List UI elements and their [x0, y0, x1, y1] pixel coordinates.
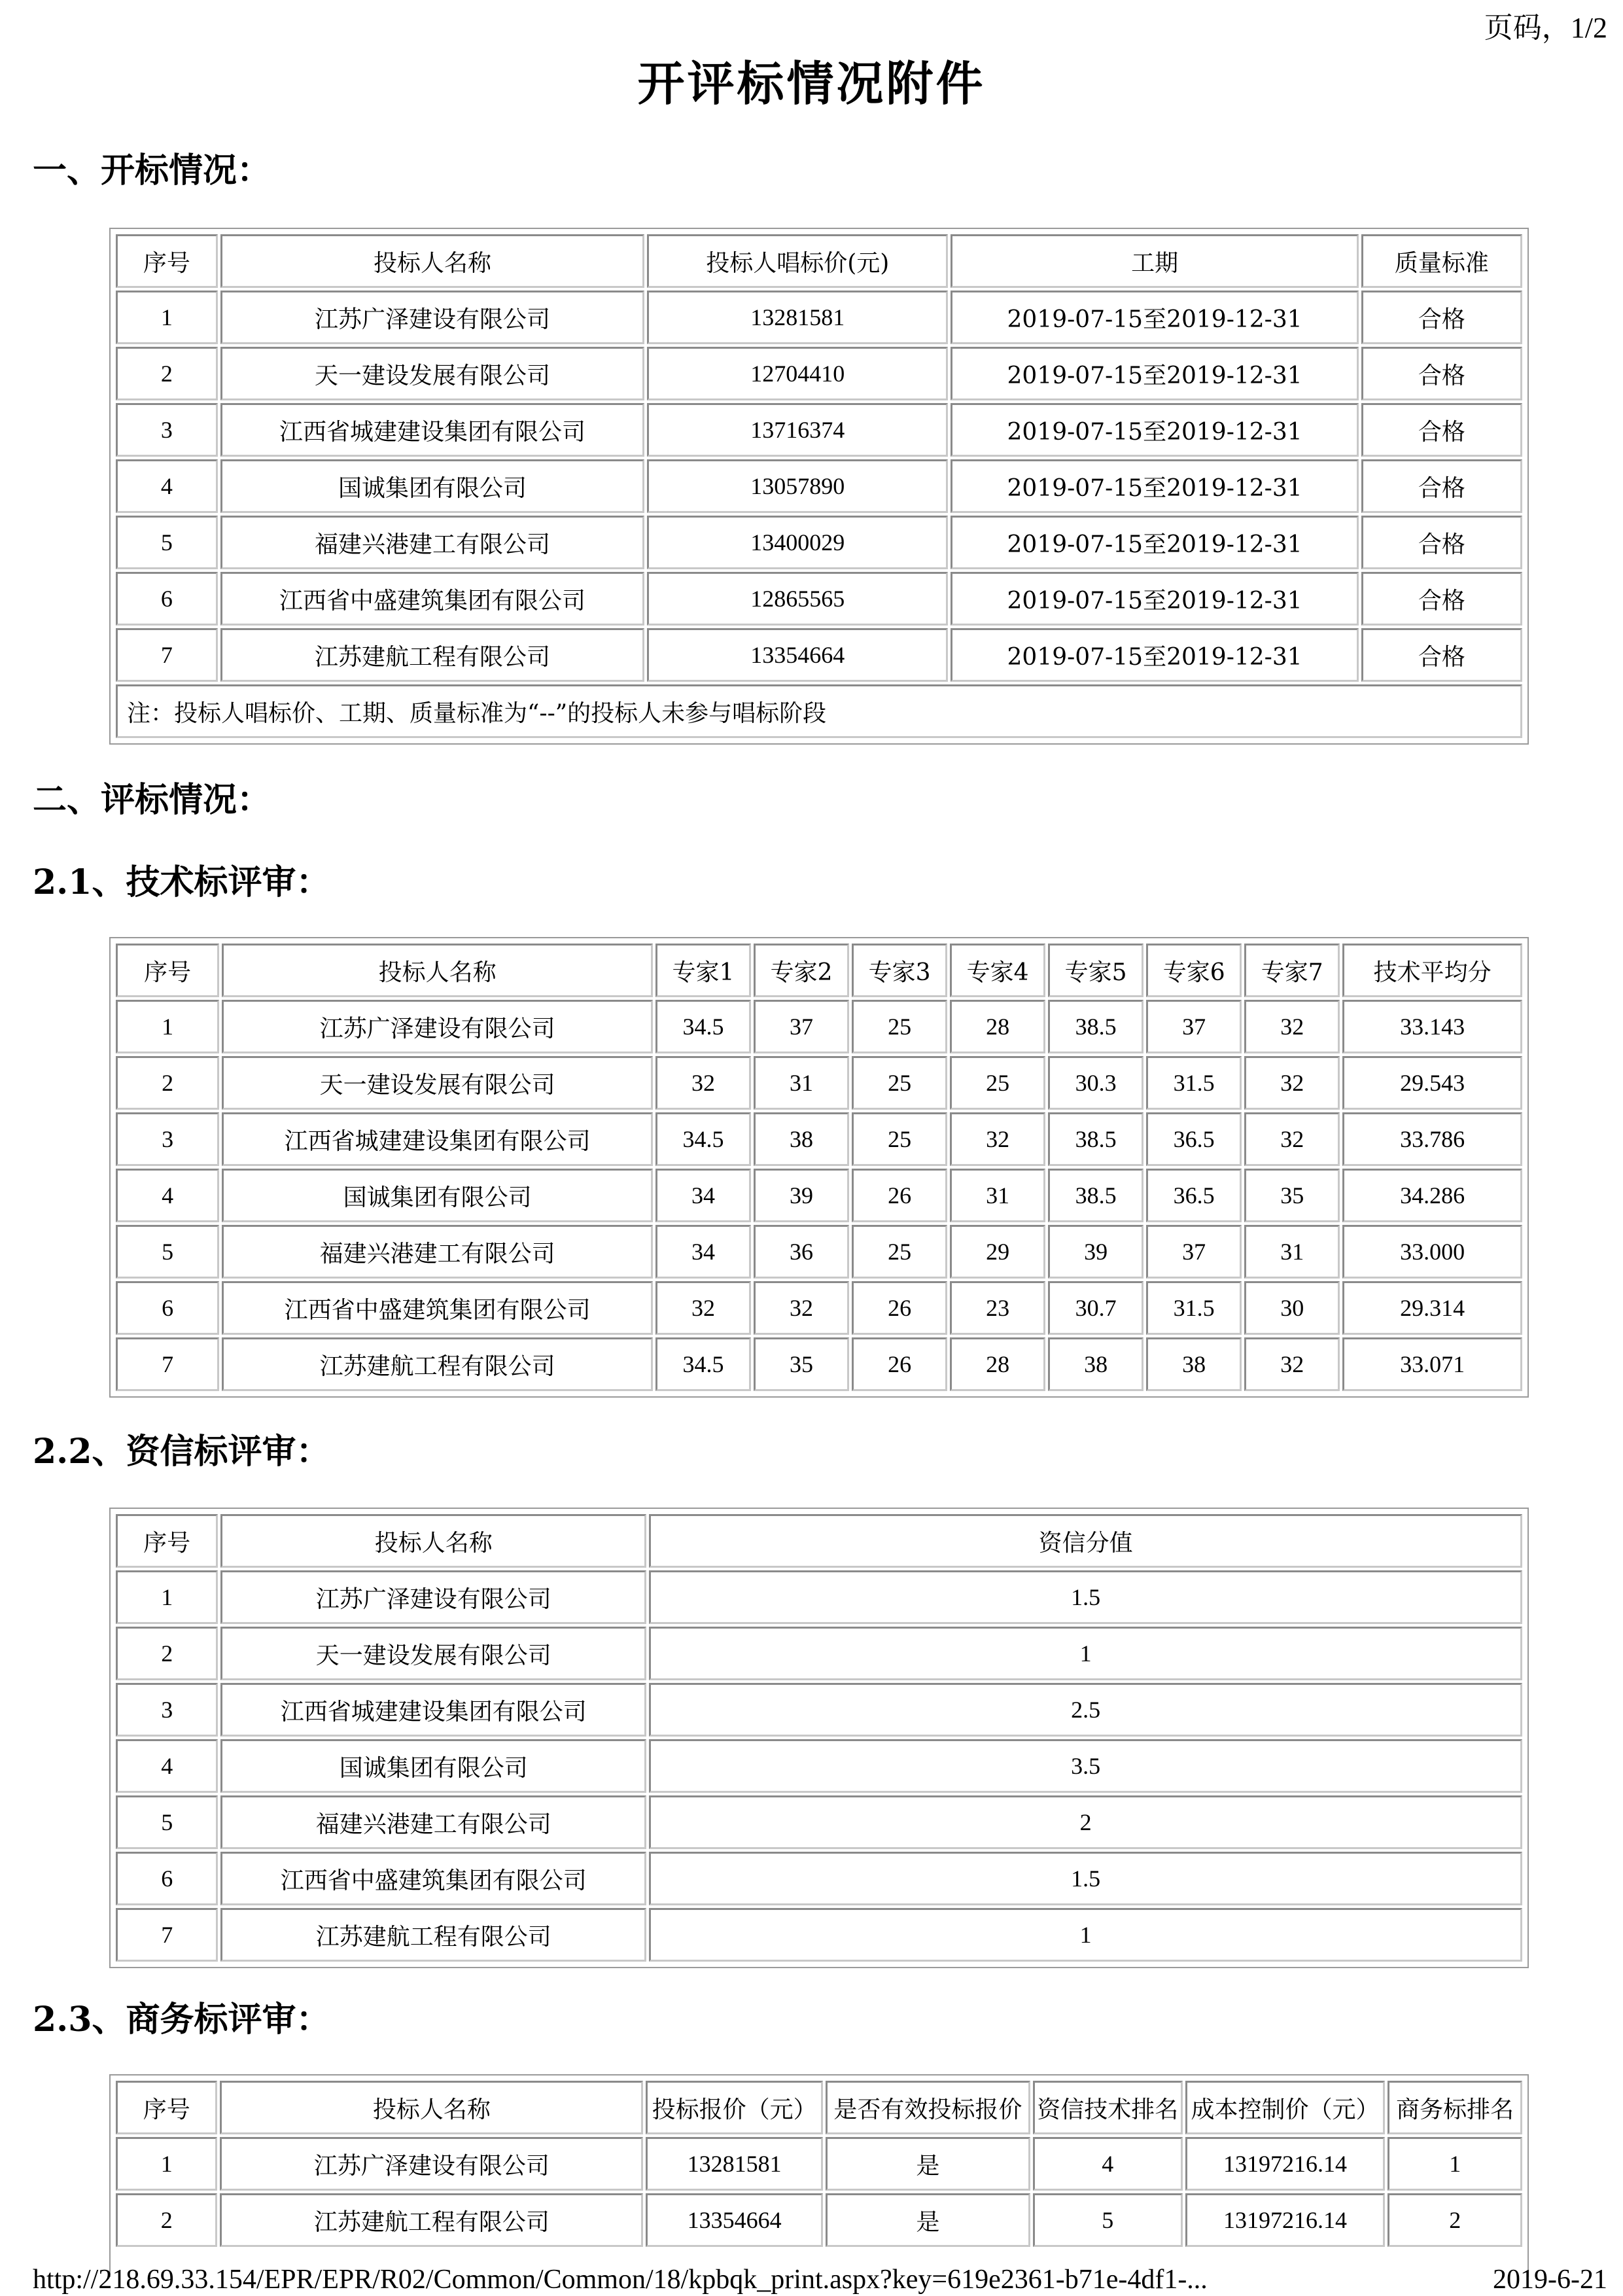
- table-cell: 36.5: [1146, 1112, 1242, 1166]
- table-cell: 35: [1244, 1169, 1340, 1222]
- header-cell: 投标人名称: [222, 944, 653, 997]
- table-row: [116, 628, 1522, 682]
- header-cell: 成本控制价（元）: [1185, 2081, 1386, 2134]
- table-cell: 13716374: [647, 403, 948, 457]
- footer-url: http://218.69.33.154/EPR/EPR/R02/Common/Common/18/kpbqk_print.aspx?key=619e2361-b71e-4df1-...: [33, 2265, 1208, 2295]
- table-cell: 33.000: [1342, 1225, 1522, 1279]
- table-cell: 1: [116, 2137, 217, 2191]
- table-cell: 福建兴港建工有限公司: [222, 1225, 653, 1279]
- table-cell: 3: [116, 403, 218, 457]
- note-row: [116, 684, 1522, 738]
- table-cell: 32: [1244, 1056, 1340, 1110]
- table-cell: 32: [950, 1112, 1045, 1166]
- table-cell: 28: [950, 1337, 1045, 1391]
- section-heading-opening: 一、开标情况：: [33, 150, 271, 190]
- table-cell: 32: [754, 1281, 849, 1335]
- table-cell: 38.5: [1048, 1000, 1143, 1053]
- table-row: [116, 1683, 1522, 1737]
- table-cell: 江西省中盛建筑集团有限公司: [220, 572, 644, 626]
- table-row: [116, 1169, 1522, 1222]
- table-cell: 36: [754, 1225, 849, 1279]
- table-cell: 4: [116, 1739, 218, 1793]
- table-cell: 37: [754, 1000, 849, 1053]
- table-cell: 28: [950, 1000, 1045, 1053]
- table-cell: 13281581: [646, 2137, 823, 2191]
- table-cell: 合格: [1361, 572, 1522, 626]
- table-cell: 26: [852, 1169, 947, 1222]
- table-cell: 34: [655, 1169, 751, 1222]
- table-cell: 2019-07-15至2019-12-31: [951, 291, 1358, 344]
- table-note: 注：投标人唱标价、工期、质量标准为“--”的投标人未参与唱标阶段: [116, 684, 1522, 738]
- table-header-row: [116, 944, 1522, 997]
- table-row: [116, 1000, 1522, 1053]
- header-cell: 资信技术排名: [1033, 2081, 1183, 2134]
- table-cell: 1: [116, 291, 218, 344]
- header-cell: 技术平均分: [1342, 944, 1522, 997]
- table-cell: 7: [116, 1908, 218, 1962]
- header-cell: 专家7: [1244, 944, 1340, 997]
- header-cell: 专家6: [1146, 944, 1242, 997]
- table-row: [116, 1795, 1522, 1849]
- table-cell: 13197216.14: [1185, 2137, 1386, 2191]
- table-cell: 江西省城建建设集团有限公司: [220, 1683, 646, 1737]
- table-row: [116, 1112, 1522, 1166]
- table-cell: 4: [1033, 2137, 1183, 2191]
- header-cell: 资信分值: [649, 1514, 1522, 1568]
- table-cell: 江苏广泽建设有限公司: [220, 291, 644, 344]
- table-cell: 38.5: [1048, 1112, 1143, 1166]
- section-heading-business: 2.3、商务标评审：: [33, 2000, 330, 2040]
- table-row: [116, 1337, 1522, 1391]
- header-cell: 投标人名称: [220, 1514, 646, 1568]
- table-cell: 2: [1387, 2193, 1522, 2247]
- table-cell: 2019-07-15至2019-12-31: [951, 403, 1358, 457]
- table-cell: 是: [826, 2193, 1030, 2247]
- table-cell: 1.5: [649, 1570, 1522, 1624]
- table-cell: 6: [116, 1281, 219, 1335]
- table-cell: 合格: [1361, 459, 1522, 513]
- table-cell: 天一建设发展有限公司: [220, 1627, 646, 1680]
- table-cell: 江苏广泽建设有限公司: [220, 1570, 646, 1624]
- table-cell: 34: [655, 1225, 751, 1279]
- table-cell: 7: [116, 628, 218, 682]
- table-cell: 31: [1244, 1225, 1340, 1279]
- technical-table: [109, 937, 1529, 1398]
- table-cell: 合格: [1361, 628, 1522, 682]
- table-cell: 39: [1048, 1225, 1143, 1279]
- table-cell: 29: [950, 1225, 1045, 1279]
- table-header-row: [116, 234, 1522, 288]
- table-cell: 2: [116, 1627, 218, 1680]
- table-cell: 江苏建航工程有限公司: [220, 1908, 646, 1962]
- table-cell: 江苏建航工程有限公司: [222, 1337, 653, 1391]
- table-cell: 33.786: [1342, 1112, 1522, 1166]
- table-cell: 31: [754, 1056, 849, 1110]
- table-cell: 合格: [1361, 347, 1522, 400]
- table-cell: 福建兴港建工有限公司: [220, 516, 644, 569]
- table-cell: 1: [1387, 2137, 1522, 2191]
- table-row: [116, 403, 1522, 457]
- table-cell: 2: [649, 1795, 1522, 1849]
- header-cell: 质量标准: [1361, 234, 1522, 288]
- table-cell: 5: [116, 1795, 218, 1849]
- table-header-row: [116, 2081, 1522, 2134]
- table-cell: 江西省城建建设集团有限公司: [222, 1112, 653, 1166]
- table-cell: 23: [950, 1281, 1045, 1335]
- table-cell: 12704410: [647, 347, 948, 400]
- table-cell: 1: [116, 1570, 218, 1624]
- table-cell: 38.5: [1048, 1169, 1143, 1222]
- header-cell: 序号: [116, 2081, 217, 2134]
- header-cell: 专家2: [754, 944, 849, 997]
- table-cell: 国诚集团有限公司: [222, 1169, 653, 1222]
- table-cell: 32: [655, 1056, 751, 1110]
- table-cell: 13197216.14: [1185, 2193, 1386, 2247]
- table-cell: 12865565: [647, 572, 948, 626]
- table-cell: 江西省城建建设集团有限公司: [220, 403, 644, 457]
- table-cell: 2019-07-15至2019-12-31: [951, 628, 1358, 682]
- section-heading-credit: 2.2、资信标评审：: [33, 1432, 330, 1472]
- table-cell: 5: [116, 1225, 219, 1279]
- table-cell: 江西省中盛建筑集团有限公司: [222, 1281, 653, 1335]
- table-cell: 1: [116, 1000, 219, 1053]
- page-number: 页码，1/2: [1484, 12, 1607, 44]
- table-cell: 25: [852, 1056, 947, 1110]
- table-cell: 32: [1244, 1000, 1340, 1053]
- table-cell: 江苏建航工程有限公司: [220, 628, 644, 682]
- table-cell: 34.5: [655, 1337, 751, 1391]
- table-cell: 25: [852, 1112, 947, 1166]
- table-row: [116, 1281, 1522, 1335]
- header-cell: 序号: [116, 1514, 218, 1568]
- table-row: [116, 1056, 1522, 1110]
- header-cell: 商务标排名: [1387, 2081, 1522, 2134]
- table-header-row: [116, 1514, 1522, 1568]
- table-row: [116, 1225, 1522, 1279]
- table-cell: 2: [116, 1056, 219, 1110]
- table-cell: 34.5: [655, 1112, 751, 1166]
- table-cell: 合格: [1361, 516, 1522, 569]
- table-cell: 32: [1244, 1337, 1340, 1391]
- table-cell: 是: [826, 2137, 1030, 2191]
- table-cell: 福建兴港建工有限公司: [220, 1795, 646, 1849]
- footer-date: 2019-6-21: [1493, 2265, 1607, 2295]
- table-cell: 2: [116, 347, 218, 400]
- table-cell: 26: [852, 1281, 947, 1335]
- table-row: [116, 1627, 1522, 1680]
- header-cell: 工期: [951, 234, 1358, 288]
- table-cell: 32: [655, 1281, 751, 1335]
- header-cell: 序号: [116, 944, 219, 997]
- table-cell: 31: [950, 1169, 1045, 1222]
- document-title: 开评标情况附件: [637, 56, 986, 111]
- header-cell: 投标人名称: [220, 2081, 643, 2134]
- table-cell: 2019-07-15至2019-12-31: [951, 347, 1358, 400]
- table-cell: 30.7: [1048, 1281, 1143, 1335]
- table-cell: 13400029: [647, 516, 948, 569]
- table-cell: 2019-07-15至2019-12-31: [951, 516, 1358, 569]
- header-cell: 专家5: [1048, 944, 1143, 997]
- header-cell: 投标人名称: [220, 234, 644, 288]
- table-cell: 1: [649, 1627, 1522, 1680]
- table-cell: 37: [1146, 1000, 1242, 1053]
- header-cell: 专家1: [655, 944, 751, 997]
- table-cell: 天一建设发展有限公司: [222, 1056, 653, 1110]
- header-cell: 序号: [116, 234, 218, 288]
- table-cell: 江苏建航工程有限公司: [220, 2193, 643, 2247]
- table-cell: 30.3: [1048, 1056, 1143, 1110]
- table-row: [116, 1570, 1522, 1624]
- header-cell: 专家3: [852, 944, 947, 997]
- table-row: [116, 347, 1522, 400]
- table-cell: 4: [116, 459, 218, 513]
- credit-table: [109, 1508, 1529, 1968]
- table-cell: 江西省中盛建筑集团有限公司: [220, 1852, 646, 1905]
- table-cell: 6: [116, 1852, 218, 1905]
- table-cell: 39: [754, 1169, 849, 1222]
- table-cell: 3: [116, 1683, 218, 1737]
- table-cell: 2.5: [649, 1683, 1522, 1737]
- table-cell: 36.5: [1146, 1169, 1242, 1222]
- business-table: [109, 2074, 1529, 2277]
- table-cell: 2019-07-15至2019-12-31: [951, 459, 1358, 513]
- table-cell: 5: [116, 516, 218, 569]
- table-cell: 13281581: [647, 291, 948, 344]
- table-cell: 4: [116, 1169, 219, 1222]
- table-cell: 25: [852, 1225, 947, 1279]
- table-cell: 25: [852, 1000, 947, 1053]
- table-cell: 35: [754, 1337, 849, 1391]
- table-cell: 30: [1244, 1281, 1340, 1335]
- table-cell: 国诚集团有限公司: [220, 459, 644, 513]
- header-cell: 投标人唱标价(元): [647, 234, 948, 288]
- table-cell: 29.543: [1342, 1056, 1522, 1110]
- table-cell: 38: [754, 1112, 849, 1166]
- table-cell: 33.143: [1342, 1000, 1522, 1053]
- table-row: [116, 1739, 1522, 1793]
- table-cell: 2: [116, 2193, 217, 2247]
- table-cell: 3.5: [649, 1739, 1522, 1793]
- header-cell: 是否有效投标报价: [826, 2081, 1030, 2134]
- table-row: [116, 516, 1522, 569]
- table-cell: 合格: [1361, 291, 1522, 344]
- table-cell: 31.5: [1146, 1281, 1242, 1335]
- table-cell: 1: [649, 1908, 1522, 1962]
- table-cell: 3: [116, 1112, 219, 1166]
- table-cell: 34.286: [1342, 1169, 1522, 1222]
- table-cell: 天一建设发展有限公司: [220, 347, 644, 400]
- header-cell: 专家4: [950, 944, 1045, 997]
- table-cell: 26: [852, 1337, 947, 1391]
- table-cell: 1.5: [649, 1852, 1522, 1905]
- table-cell: 31.5: [1146, 1056, 1242, 1110]
- table-cell: 江苏广泽建设有限公司: [220, 2137, 643, 2191]
- table-row: [116, 2137, 1522, 2191]
- table-cell: 29.314: [1342, 1281, 1522, 1335]
- table-cell: 38: [1146, 1337, 1242, 1391]
- opening-table: [109, 228, 1529, 745]
- table-cell: 2019-07-15至2019-12-31: [951, 572, 1358, 626]
- header-cell: 投标报价（元）: [646, 2081, 823, 2134]
- table-row: [116, 1908, 1522, 1962]
- table-cell: 合格: [1361, 403, 1522, 457]
- table-cell: 37: [1146, 1225, 1242, 1279]
- table-cell: 32: [1244, 1112, 1340, 1166]
- table-cell: 5: [1033, 2193, 1183, 2247]
- table-cell: 25: [950, 1056, 1045, 1110]
- section-heading-technical: 2.1、技术标评审：: [33, 862, 330, 902]
- table-row: [116, 459, 1522, 513]
- table-cell: 7: [116, 1337, 219, 1391]
- table-cell: 江苏广泽建设有限公司: [222, 1000, 653, 1053]
- table-cell: 13354664: [646, 2193, 823, 2247]
- table-cell: 13057890: [647, 459, 948, 513]
- table-cell: 34.5: [655, 1000, 751, 1053]
- table-row: [116, 291, 1522, 344]
- table-row: [116, 572, 1522, 626]
- table-cell: 33.071: [1342, 1337, 1522, 1391]
- section-heading-evaluation: 二、评标情况：: [33, 780, 271, 820]
- table-row: [116, 2193, 1522, 2247]
- table-cell: 国诚集团有限公司: [220, 1739, 646, 1793]
- table-cell: 13354664: [647, 628, 948, 682]
- table-cell: 6: [116, 572, 218, 626]
- table-cell: 38: [1048, 1337, 1143, 1391]
- table-row: [116, 1852, 1522, 1905]
